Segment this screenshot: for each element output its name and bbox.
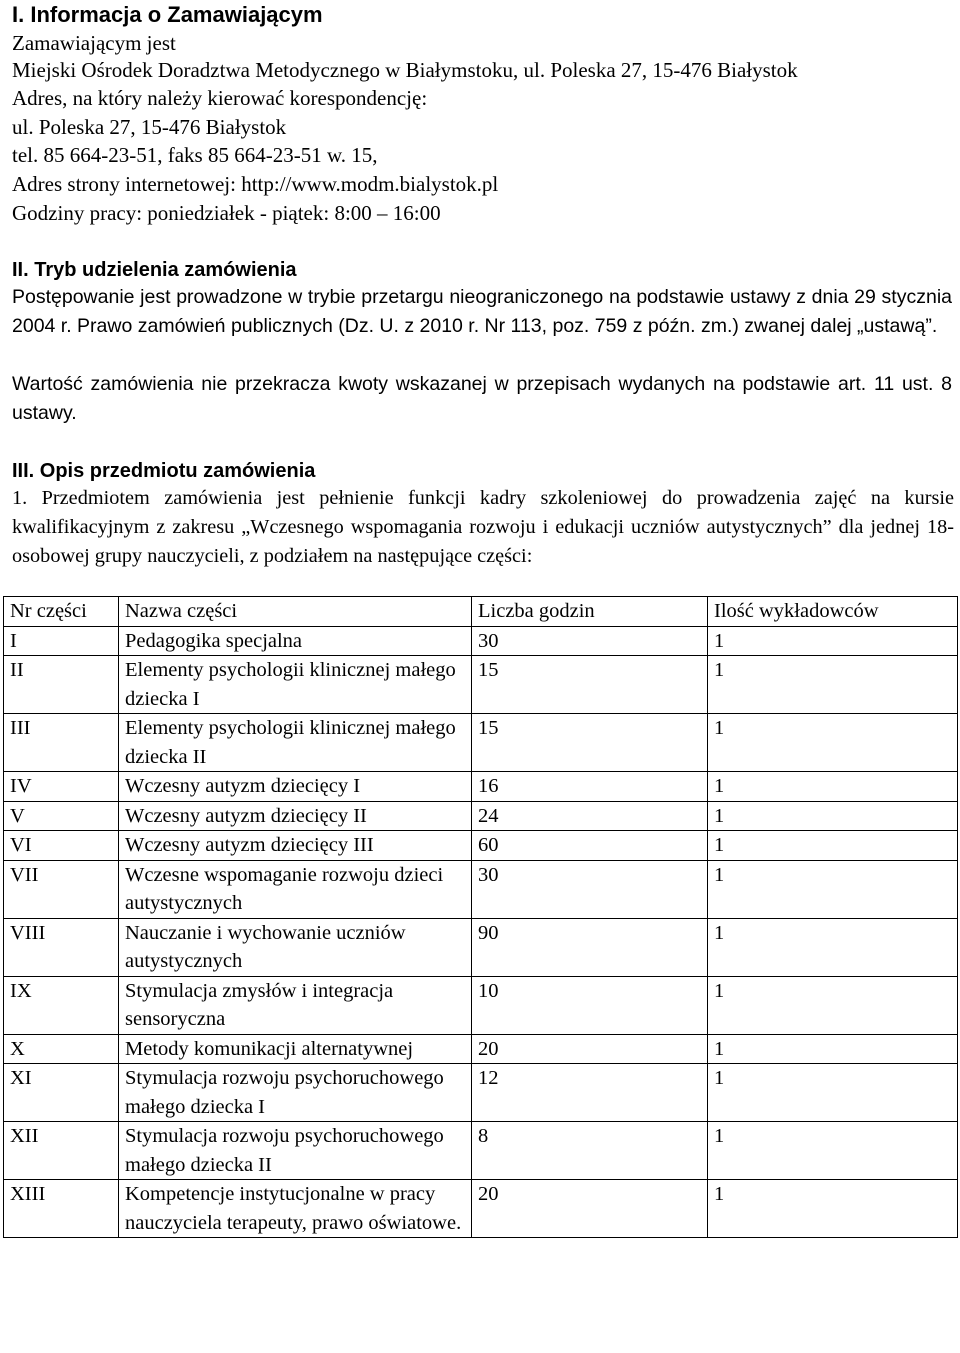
cell-nazwa: Pedagogika specjalna <box>119 626 472 656</box>
cell-godziny: 20 <box>472 1180 708 1238</box>
cell-godziny: 30 <box>472 626 708 656</box>
cell-wykladowcy: 1 <box>708 714 958 772</box>
cell-nazwa: Wczesny autyzm dziecięcy I <box>119 772 472 802</box>
table-row <box>4 860 958 918</box>
cell-nr: VI <box>4 831 119 861</box>
cell-wykladowcy: 1 <box>708 656 958 714</box>
cell-wykladowcy: 1 <box>708 626 958 656</box>
cell-wykladowcy: 1 <box>708 976 958 1034</box>
cell-wykladowcy: 1 <box>708 860 958 918</box>
cell-godziny: 60 <box>472 831 708 861</box>
section-heading-zamawiajacy: I. Informacja o Zamawiającym <box>12 2 323 27</box>
header-nr: Nr części <box>4 597 119 627</box>
info-line: Miejski Ośrodek Doradztwa Metodycznego w Białymstoku, ul. Poleska 27, 15-476 Białystok <box>12 58 798 82</box>
info-line: Zamawiającym jest <box>12 31 176 55</box>
cell-wykladowcy: 1 <box>708 1064 958 1122</box>
info-line-website: Adres strony internetowej: http://www.modm.bialystok.pl <box>12 172 499 196</box>
cell-nazwa: Elementy psychologii klinicznej małego dziecka II <box>119 714 472 772</box>
cell-nr: V <box>4 801 119 831</box>
cell-nazwa: Kompetencje instytucjonalne w pracy nauczyciela terapeuty, prawo oświatowe. <box>119 1180 472 1238</box>
cell-wykladowcy: 1 <box>708 1034 958 1064</box>
cell-nr: XIII <box>4 1180 119 1238</box>
header-godziny: Liczba godzin <box>472 597 708 627</box>
cell-godziny: 90 <box>472 918 708 976</box>
info-line: Adres, na który należy kierować korespondencję: <box>12 86 428 110</box>
cell-nr: XI <box>4 1064 119 1122</box>
parts-table <box>3 596 958 1238</box>
cell-wykladowcy: 1 <box>708 918 958 976</box>
cell-nazwa: Metody komunikacji alternatywnej <box>119 1034 472 1064</box>
cell-nr: I <box>4 626 119 656</box>
cell-wykladowcy: 1 <box>708 772 958 802</box>
cell-nazwa: Nauczanie i wychowanie uczniów autystycznych <box>119 918 472 976</box>
cell-godziny: 30 <box>472 860 708 918</box>
cell-godziny: 15 <box>472 656 708 714</box>
cell-godziny: 10 <box>472 976 708 1034</box>
cell-nazwa: Stymulacja zmysłów i integracja sensoryczna <box>119 976 472 1034</box>
cell-godziny: 16 <box>472 772 708 802</box>
cell-nazwa: Wczesne wspomaganie rozwoju dzieci autystycznych <box>119 860 472 918</box>
cell-nr: II <box>4 656 119 714</box>
paragraph-tryb: Postępowanie jest prowadzone w trybie przetargu nieograniczonego na podstawie ustawy z dnia 29 stycznia 2004 r. Prawo zamówień publicznych (Dz. U. z 2010 r. Nr 113, poz. 759 z późn. zm.) zwanej dalej „ustawą”. <box>12 286 952 337</box>
paragraph-wartosc: Wartość zamówienia nie przekracza kwoty wskazanej w przepisach wydanych na podstawie art. 11 ust. 8 ustawy. <box>12 373 952 424</box>
info-line-hours: Godziny pracy: poniedziałek - piątek: 8:00 – 16:00 <box>12 201 441 225</box>
table-row <box>4 1122 958 1180</box>
info-line: tel. 85 664-23-51, faks 85 664-23-51 w. 15, <box>12 143 378 167</box>
table-row <box>4 1064 958 1122</box>
cell-godziny: 8 <box>472 1122 708 1180</box>
header-wykladowcy: Ilość wykładowców <box>708 597 958 627</box>
table-header-row <box>4 597 958 627</box>
paragraph-przedmiot: 1. Przedmiotem zamówienia jest pełnienie funkcji kadry szkoleniowej do prowadzenia zajęć na kursie kwalifikacyjnym z zakresu „Wczesnego wspomagania rozwoju i edukacji uczniów autystycznych” dla jednej 18-osobowej grupy nauczycieli, z podziałem na następujące części: <box>12 487 954 567</box>
cell-wykladowcy: 1 <box>708 801 958 831</box>
table-row <box>4 831 958 861</box>
cell-godziny: 15 <box>472 714 708 772</box>
cell-godziny: 24 <box>472 801 708 831</box>
cell-wykladowcy: 1 <box>708 1180 958 1238</box>
cell-nr: IV <box>4 772 119 802</box>
cell-nr: III <box>4 714 119 772</box>
cell-nr: VII <box>4 860 119 918</box>
cell-nr: IX <box>4 976 119 1034</box>
cell-wykladowcy: 1 <box>708 1122 958 1180</box>
table-row <box>4 656 958 714</box>
table-row <box>4 714 958 772</box>
table-row <box>4 918 958 976</box>
cell-nr: X <box>4 1034 119 1064</box>
cell-nazwa: Elementy psychologii klinicznej małego dziecka I <box>119 656 472 714</box>
cell-nazwa: Stymulacja rozwoju psychoruchowego małego dziecka II <box>119 1122 472 1180</box>
table-row <box>4 801 958 831</box>
section-heading-opis: III. Opis przedmiotu zamówienia <box>12 460 316 482</box>
cell-nazwa: Wczesny autyzm dziecięcy II <box>119 801 472 831</box>
cell-nr: XII <box>4 1122 119 1180</box>
table-row <box>4 976 958 1034</box>
section-heading-tryb: II. Tryb udzielenia zamówienia <box>12 259 297 281</box>
table-row <box>4 626 958 656</box>
cell-godziny: 12 <box>472 1064 708 1122</box>
table-row <box>4 772 958 802</box>
header-nazwa: Nazwa części <box>119 597 472 627</box>
cell-godziny: 20 <box>472 1034 708 1064</box>
table-row <box>4 1034 958 1064</box>
cell-nr: VIII <box>4 918 119 976</box>
cell-nazwa: Wczesny autyzm dziecięcy III <box>119 831 472 861</box>
info-line: ul. Poleska 27, 15-476 Białystok <box>12 115 287 139</box>
table-row <box>4 1180 958 1238</box>
cell-nazwa: Stymulacja rozwoju psychoruchowego małego dziecka I <box>119 1064 472 1122</box>
cell-wykladowcy: 1 <box>708 831 958 861</box>
